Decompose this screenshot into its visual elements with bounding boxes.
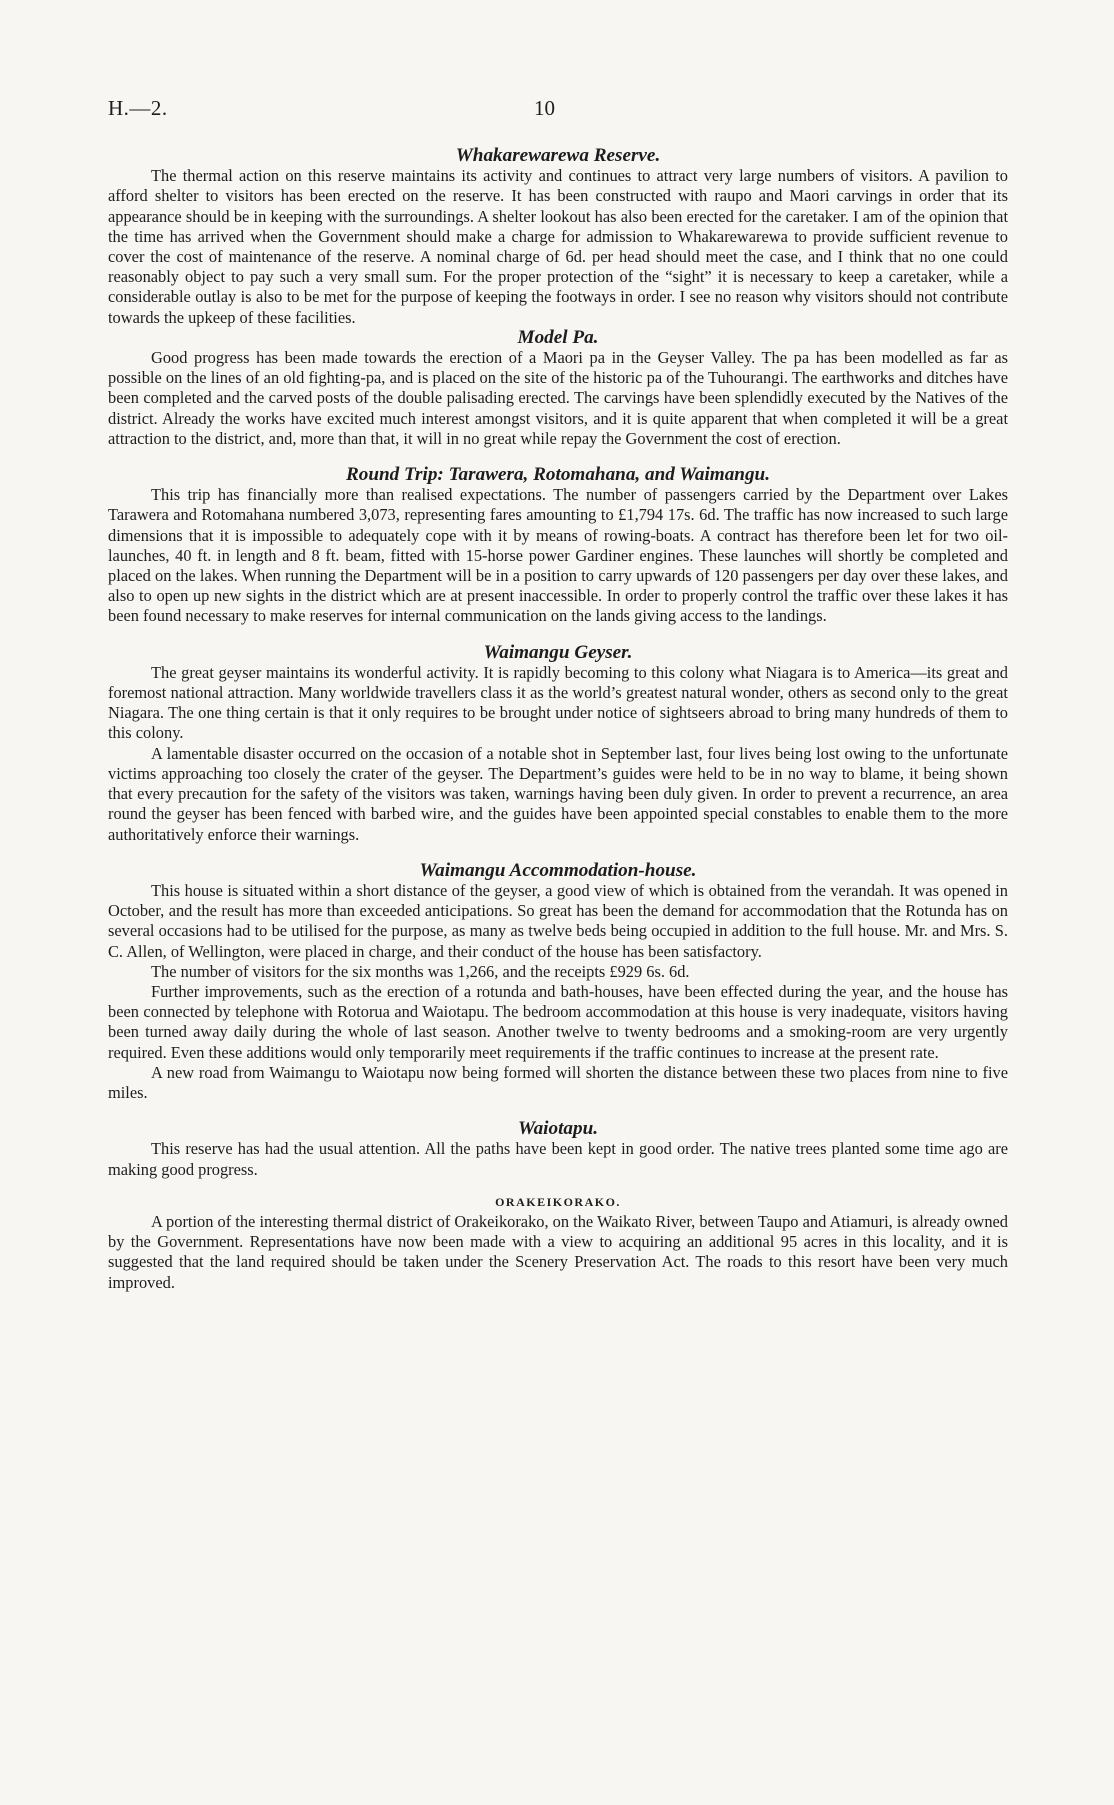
paragraph: The number of visitors for the six months was 1,266, and the receipts £929 6s. 6d. — [151, 961, 690, 981]
paragraph: This reserve has had the usual attention. All the paths have been kept in good order. The native trees planted some time ago are making good progress. — [108, 1139, 1008, 1179]
paragraph: This trip has financially more than realised expectations. The number of passengers carried by the Department over Lakes Tarawera and Rotomahana numbered 3,073, representing fares amounting to £1,794 17s. 6d. The traffic has now increased to such large dimensions that it is impossible to adequately cope with it by means of rowing-boats. A contract has therefore been let for two oil-launches, 40 ft. in length and 8 ft. beam, fitted with 15-horse power Gardiner engines. These launches will shortly be completed and placed on the lakes. When running the Department will be in a position to carry upwards of 120 passengers per day over these lakes, and also to open up new sights in the district which are at present inaccessible. In order to properly control the traffic over these lakes it has been found necessary to make reserves for internal communication on the lands giving access to the landings. — [108, 485, 1008, 626]
section-heading: Whakarewarewa Reserve. — [455, 145, 661, 166]
paragraph: A lamentable disaster occurred on the occasion of a notable shot in September last, four lives being lost owing to the unfortunate victims approaching too closely the crater of the geyser. The Department’s guides were held to be in no way to blame, it being shown that every precaution for the safety of the visitors was taken, warnings having been duly given. In order to prevent a recurrence, an area round the geyser has been fenced with barbed wire, and the guides have been appointed special constables to enable them to the more authoritatively enforce their warnings. — [108, 743, 1008, 844]
paragraph: This house is situated within a short distance of the geyser, a good view of which is obtained from the verandah. It was opened in October, and the result has more than exceeded anticipations. So great has been the demand for accommodation that the Rotunda has on several occasions had to be utilised for the purpose, as many as twelve beds being occupied in addition to the full house. Mr. and Mrs. S. C. Allen, of Wellington, were placed in charge, and their conduct of the house has been satisfactory. — [108, 880, 1008, 961]
section-heading: Waimangu Geyser. — [483, 641, 633, 663]
running-head: H.—2. — [108, 96, 168, 120]
section-heading: Waiotapu. — [517, 1118, 599, 1140]
paragraph: A new road from Waimangu to Waiotapu now being formed will shorten the distance between these two places from nine to five miles. — [108, 1062, 1008, 1102]
paragraph: A portion of the interesting thermal district of Orakeikorako, on the Waikato River, between Taupo and Atiamuri, is already owned by the Government. Representations have now been made with a view to acquiring an additional 95 acres in this locality, and it is suggested that the land required should be taken under the Scenery Preservation Act. The roads to this resort have been very much improved. — [108, 1211, 1008, 1292]
paragraph: The great geyser maintains its wonderful activity. It is rapidly becoming to this colony what Niagara is to America—its great and foremost national attraction. Many worldwide travellers class it as the world’s greatest natural wonder, others as second only to the great Niagara. The one thing certain is that it only requires to be brought under notice of sightseers abroad to bring many hundreds of them to this colony. — [108, 662, 1008, 743]
section-heading-caps: ORAKEIKORAKO. — [495, 1194, 621, 1209]
section-heading: Waimangu Accommodation-house. — [419, 859, 697, 881]
paragraph: Further improvements, such as the erection of a rotunda and bath-houses, have been effected during the year, and the house has been connected by telephone with Rotorua and Waiotapu. The bedroom accommodation at this house is very inadequate, visitors having been turned away daily during the whole of last season. Another twelve to twenty bedrooms and a smoking-room are very urgently required. Even these additions would only temporarily meet requirements if the traffic continues to increase at the present rate. — [108, 981, 1008, 1062]
section-heading: Model Pa. — [517, 326, 599, 348]
paragraph: The thermal action on this reserve maintains its activity and continues to attract very large numbers of visitors. A pavilion to afford shelter to visitors has been erected on the reserve. It has been constructed with raupo and Maori carvings in order that its appearance should be in keeping with the surroundings. A shelter lookout has also been erected for the caretaker. I am of the opinion that the time has arrived when the Government should make a charge for admission to Whakarewarewa to provide sufficient revenue to cover the cost of maintenance of the reserve. A nominal charge of 6d. per head should meet the case, and I think that no one could reasonably object to pay such a very small sum. For the proper protection of the “sight” it is necessary to keep a caretaker, while a considerable outlay is also to be met for the purpose of keeping the footways in order. I see no reason why visitors should not contribute towards the upkeep of these facilities. — [108, 166, 1008, 327]
section-heading: Round Trip: Tarawera, Rotomahana, and Waimangu. — [345, 464, 771, 486]
page-body — [108, 146, 1008, 1293]
paragraph: Good progress has been made towards the erection of a Maori pa in the Geyser Valley. The pa has been modelled as far as possible on the lines of an old fighting-pa, and is placed on the site of the historic pa of the Tuhourangi. The earthworks and ditches have been completed and the carved posts of the double palisading erected. The carvings have been splendidly executed by the Natives of the district. Already the works have excited much interest amongst visitors, and it is quite apparent that when completed it will be a great attraction to the district, and, more than that, it will in no great while repay the Government the cost of erection. — [108, 348, 1008, 448]
page-number: 10 — [534, 96, 555, 120]
